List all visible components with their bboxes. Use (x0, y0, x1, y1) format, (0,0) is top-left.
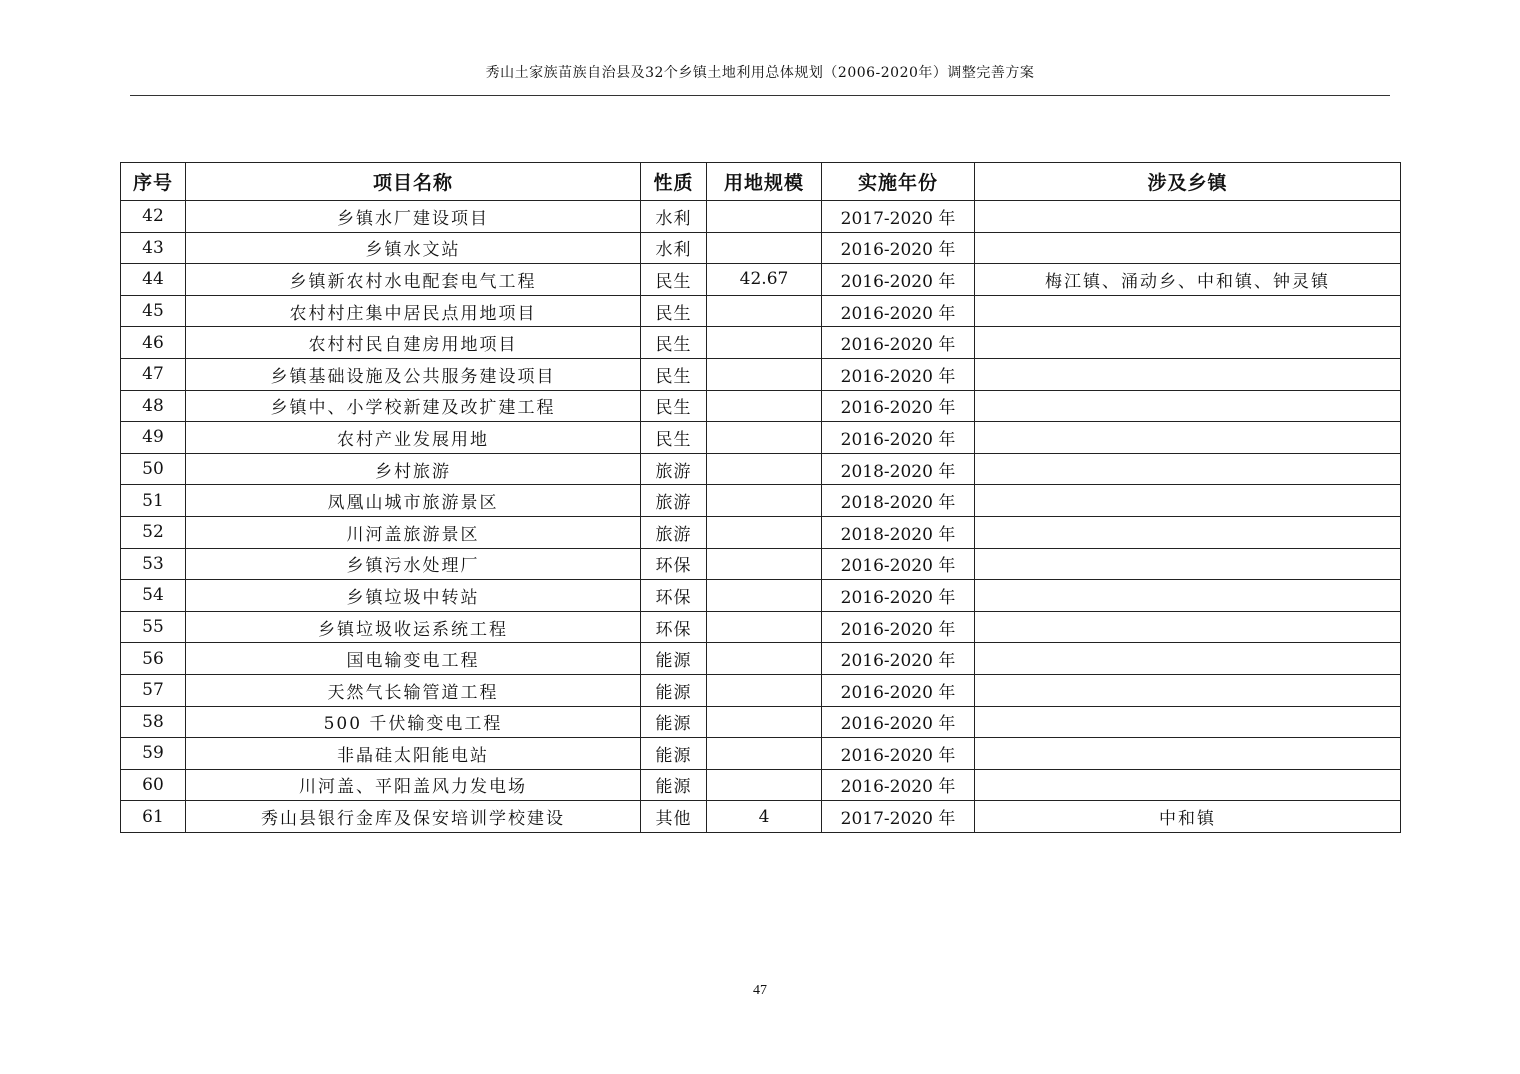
cell-project-name: 天然气长输管道工程 (186, 674, 641, 706)
cell-index: 61 (121, 801, 186, 833)
cell-index: 52 (121, 516, 186, 548)
cell-towns (975, 738, 1401, 770)
cell-project-name: 农村村庄集中居民点用地项目 (186, 295, 641, 327)
cell-towns (975, 327, 1401, 359)
table-row (121, 264, 1401, 296)
column-header-type: 性质 (641, 163, 707, 201)
cell-project-name: 乡镇垃圾中转站 (186, 580, 641, 612)
cell-type: 能源 (641, 706, 707, 738)
cell-index: 54 (121, 580, 186, 612)
cell-scale (707, 327, 822, 359)
header-divider (130, 95, 1390, 96)
cell-towns: 梅江镇、涌动乡、中和镇、钟灵镇 (975, 264, 1401, 296)
cell-type: 环保 (641, 611, 707, 643)
cell-project-name: 乡镇基础设施及公共服务建设项目 (186, 358, 641, 390)
cell-type: 水利 (641, 232, 707, 264)
table-row (121, 548, 1401, 580)
table-row (121, 769, 1401, 801)
cell-towns (975, 674, 1401, 706)
cell-project-name: 农村产业发展用地 (186, 422, 641, 454)
cell-period: 2016-2020 年 (822, 643, 975, 675)
cell-type: 水利 (641, 201, 707, 233)
cell-project-name: 凤凰山城市旅游景区 (186, 485, 641, 517)
cell-type: 民生 (641, 422, 707, 454)
cell-type: 民生 (641, 295, 707, 327)
table-row (121, 580, 1401, 612)
cell-project-name: 乡镇水文站 (186, 232, 641, 264)
cell-project-name: 乡镇新农村水电配套电气工程 (186, 264, 641, 296)
cell-index: 42 (121, 201, 186, 233)
cell-period: 2016-2020 年 (822, 295, 975, 327)
cell-index: 50 (121, 453, 186, 485)
cell-project-name: 乡村旅游 (186, 453, 641, 485)
table-row (121, 327, 1401, 359)
cell-period: 2016-2020 年 (822, 674, 975, 706)
cell-index: 47 (121, 358, 186, 390)
cell-scale (707, 453, 822, 485)
cell-period: 2016-2020 年 (822, 738, 975, 770)
cell-period: 2016-2020 年 (822, 422, 975, 454)
cell-project-name: 500 千伏输变电工程 (186, 706, 641, 738)
cell-index: 55 (121, 611, 186, 643)
cell-scale (707, 674, 822, 706)
cell-towns (975, 453, 1401, 485)
table-header-row (121, 163, 1401, 201)
cell-towns (975, 769, 1401, 801)
cell-type: 能源 (641, 738, 707, 770)
cell-towns (975, 201, 1401, 233)
cell-index: 56 (121, 643, 186, 675)
cell-period: 2016-2020 年 (822, 264, 975, 296)
cell-towns (975, 611, 1401, 643)
cell-towns (975, 232, 1401, 264)
cell-project-name: 乡镇垃圾收运系统工程 (186, 611, 641, 643)
cell-scale (707, 358, 822, 390)
table-row (121, 674, 1401, 706)
column-header-scale: 用地规模 (707, 163, 822, 201)
cell-period: 2016-2020 年 (822, 611, 975, 643)
cell-period: 2018-2020 年 (822, 453, 975, 485)
cell-project-name: 乡镇中、小学校新建及改扩建工程 (186, 390, 641, 422)
cell-period: 2018-2020 年 (822, 485, 975, 517)
table-row (121, 643, 1401, 675)
cell-index: 48 (121, 390, 186, 422)
cell-type: 民生 (641, 264, 707, 296)
cell-index: 58 (121, 706, 186, 738)
cell-type: 旅游 (641, 485, 707, 517)
cell-index: 53 (121, 548, 186, 580)
page-number: 47 (753, 983, 767, 998)
cell-index: 59 (121, 738, 186, 770)
table-row (121, 422, 1401, 454)
cell-towns: 中和镇 (975, 801, 1401, 833)
cell-scale (707, 580, 822, 612)
cell-towns (975, 516, 1401, 548)
cell-scale (707, 643, 822, 675)
cell-type: 民生 (641, 358, 707, 390)
cell-towns (975, 643, 1401, 675)
table-row (121, 801, 1401, 833)
cell-towns (975, 548, 1401, 580)
cell-type: 旅游 (641, 516, 707, 548)
cell-type: 能源 (641, 643, 707, 675)
cell-type: 民生 (641, 327, 707, 359)
cell-towns (975, 390, 1401, 422)
cell-period: 2017-2020 年 (822, 801, 975, 833)
column-header-period: 实施年份 (822, 163, 975, 201)
cell-scale: 42.67 (707, 264, 822, 296)
cell-scale (707, 769, 822, 801)
cell-scale (707, 738, 822, 770)
cell-index: 46 (121, 327, 186, 359)
cell-towns (975, 706, 1401, 738)
cell-towns (975, 358, 1401, 390)
cell-project-name: 秀山县银行金库及保安培训学校建设 (186, 801, 641, 833)
cell-period: 2016-2020 年 (822, 358, 975, 390)
cell-scale (707, 706, 822, 738)
cell-index: 57 (121, 674, 186, 706)
table-row (121, 516, 1401, 548)
table-row (121, 295, 1401, 327)
cell-type: 其他 (641, 801, 707, 833)
cell-type: 环保 (641, 580, 707, 612)
cell-project-name: 农村村民自建房用地项目 (186, 327, 641, 359)
cell-period: 2016-2020 年 (822, 706, 975, 738)
cell-type: 民生 (641, 390, 707, 422)
cell-scale (707, 295, 822, 327)
cell-towns (975, 580, 1401, 612)
cell-period: 2016-2020 年 (822, 232, 975, 264)
cell-index: 49 (121, 422, 186, 454)
cell-scale (707, 422, 822, 454)
cell-scale (707, 232, 822, 264)
column-header-towns: 涉及乡镇 (975, 163, 1401, 201)
column-header-name: 项目名称 (186, 163, 641, 201)
table-row (121, 390, 1401, 422)
cell-scale (707, 611, 822, 643)
cell-index: 60 (121, 769, 186, 801)
table-row (121, 358, 1401, 390)
table-row (121, 232, 1401, 264)
cell-type: 能源 (641, 769, 707, 801)
cell-project-name: 乡镇污水处理厂 (186, 548, 641, 580)
cell-towns (975, 485, 1401, 517)
cell-period: 2016-2020 年 (822, 390, 975, 422)
project-table (120, 162, 1401, 833)
cell-scale (707, 548, 822, 580)
cell-index: 43 (121, 232, 186, 264)
cell-period: 2018-2020 年 (822, 516, 975, 548)
cell-type: 旅游 (641, 453, 707, 485)
column-header-index: 序号 (121, 163, 186, 201)
cell-project-name: 非晶硅太阳能电站 (186, 738, 641, 770)
cell-scale (707, 201, 822, 233)
cell-project-name: 川河盖旅游景区 (186, 516, 641, 548)
cell-project-name: 川河盖、平阳盖风力发电场 (186, 769, 641, 801)
cell-index: 44 (121, 264, 186, 296)
cell-scale: 4 (707, 801, 822, 833)
cell-period: 2017-2020 年 (822, 201, 975, 233)
cell-index: 45 (121, 295, 186, 327)
cell-scale (707, 516, 822, 548)
cell-type: 环保 (641, 548, 707, 580)
table-row (121, 485, 1401, 517)
table-row (121, 611, 1401, 643)
cell-project-name: 国电输变电工程 (186, 643, 641, 675)
table-row (121, 453, 1401, 485)
cell-project-name: 乡镇水厂建设项目 (186, 201, 641, 233)
cell-period: 2016-2020 年 (822, 548, 975, 580)
cell-type: 能源 (641, 674, 707, 706)
document-header-title: 秀山土家族苗族自治县及32个乡镇土地利用总体规划（2006-2020年）调整完善方案 (485, 65, 1035, 81)
table-row (121, 201, 1401, 233)
cell-index: 51 (121, 485, 186, 517)
cell-scale (707, 485, 822, 517)
table-row (121, 738, 1401, 770)
cell-scale (707, 390, 822, 422)
cell-towns (975, 422, 1401, 454)
cell-period: 2016-2020 年 (822, 327, 975, 359)
cell-period: 2016-2020 年 (822, 769, 975, 801)
cell-period: 2016-2020 年 (822, 580, 975, 612)
table-row (121, 706, 1401, 738)
cell-towns (975, 295, 1401, 327)
